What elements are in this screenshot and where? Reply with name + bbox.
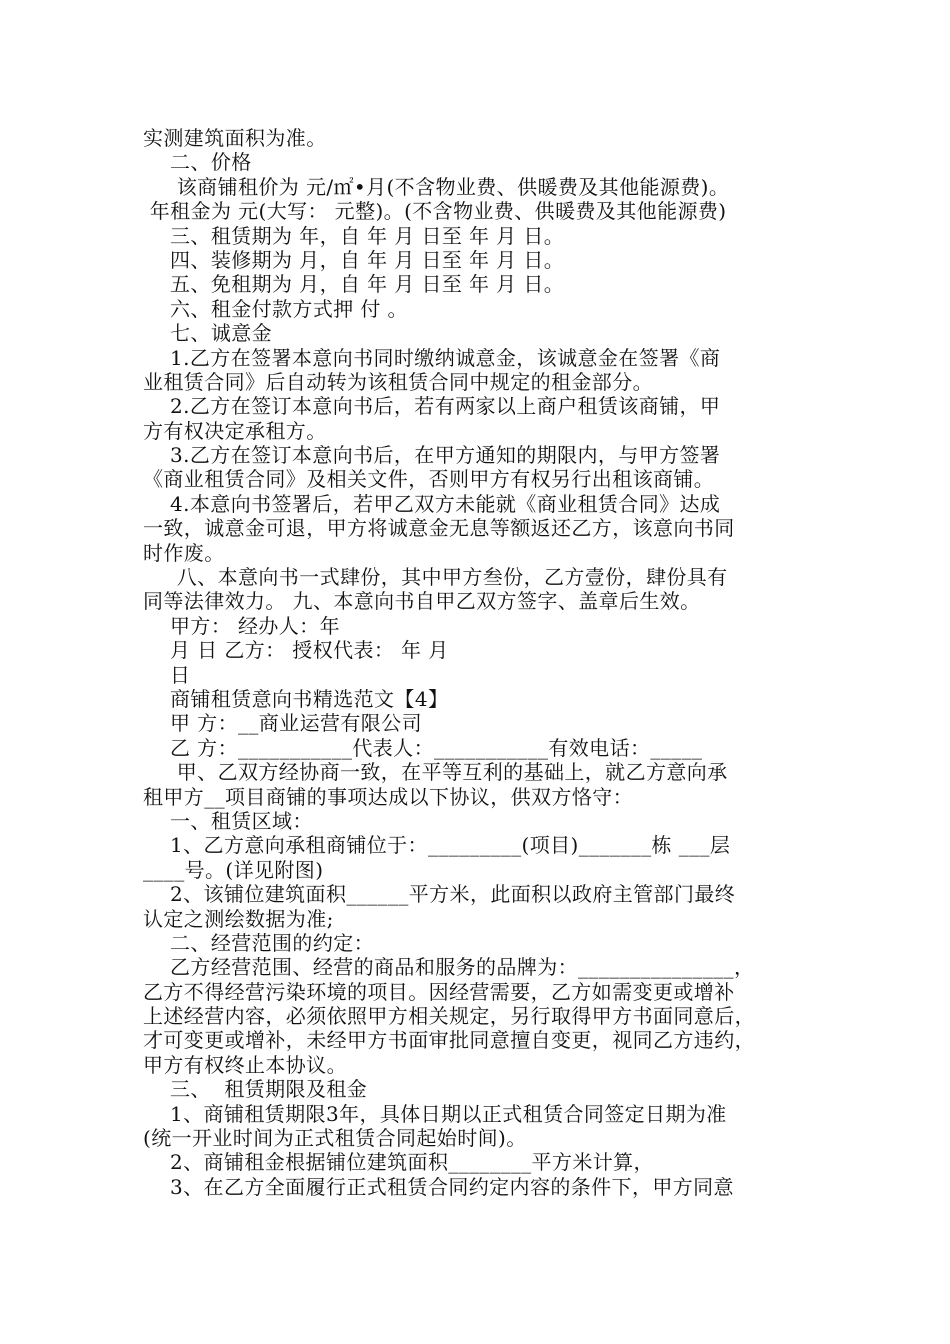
text-line: 乙方不得经营污染环境的项目。因经营需要，乙方如需变更或增补: [143, 979, 735, 1004]
text-line: 方有权决定承租方。: [143, 418, 327, 443]
section-heading: 三、 租赁期限及租金: [143, 1077, 368, 1102]
text-line: 实测建筑面积为准。: [143, 126, 327, 150]
text-line: 3、在乙方全面履行正式租赁合同约定内容的条件下，甲方同意: [143, 1174, 734, 1199]
party-a-line: 甲 方：__商业运营有限公司: [143, 711, 422, 736]
text-line: 甲方有权终止本协议。: [143, 1052, 347, 1077]
section-heading: 一、租赁区域：: [143, 808, 313, 833]
section-heading: 二、经营范围的约定：: [143, 930, 375, 955]
text-line: 三、租赁期为 年，自 年 月 日至 年 月 日。: [143, 223, 565, 248]
text-line: 2、商铺租金根据铺位建筑面积________平方米计算，: [143, 1150, 654, 1175]
text-line: 六、租金付款方式押 付 。: [143, 296, 408, 321]
signature-line: 日: [143, 662, 191, 687]
text-line: (统一开业时间为正式租赁合同起始时间)。: [143, 1126, 527, 1151]
text-line: ____号。(详见附图): [143, 857, 324, 882]
signature-line: 月 日 乙方： 授权代表： 年 月: [143, 638, 449, 663]
section-heading: 七、诚意金: [143, 321, 273, 346]
text-line: 才可变更或增补，未经甲方书面审批同意擅自变更，视同乙方违约，: [143, 1028, 755, 1053]
text-line: 1、商铺租赁期限3年，具体日期以正式租赁合同签定日期为准: [143, 1101, 727, 1126]
text-line: 《商业租赁合同》及相关文件，否则甲方有权另行出租该商铺。: [143, 467, 715, 492]
text-line: 该商铺租价为 元/㎡•月(不含物业费、供暖费及其他能源费)。: [143, 174, 730, 199]
party-b-line: 乙 方：___________代表人：___________有效电话：_____: [143, 735, 703, 760]
text-line: 租甲方__项目商铺的事项达成以下协议，供双方恪守：: [143, 784, 633, 809]
text-line: 业租赁合同》后自动转为该租赁合同中规定的租金部分。: [143, 369, 653, 394]
text-line: 3.乙方在签订本意向书后，在甲方通知的期限内，与甲方签署: [143, 443, 721, 468]
text-line: 五、免租期为 月，自 年 月 日至 年 月 日。: [143, 272, 565, 297]
document-body: [143, 126, 815, 1199]
signature-line: 甲方： 经办人：年: [143, 613, 340, 638]
text-line: 2.乙方在签订本意向书后，若有两家以上商户租赁该商铺，甲: [143, 394, 721, 419]
text-line: 上述经营内容，必须依照甲方相关规定，另行取得甲方书面同意后，: [143, 1004, 755, 1029]
text-line: 一致，诚意金可退，甲方将诚意金无息等额返还乙方，该意向书同: [143, 516, 735, 541]
text-line: 甲、乙双方经协商一致，在平等互利的基础上，就乙方意向承: [143, 760, 728, 785]
text-line: 2、该铺位建筑面积______平方米，此面积以政府主管部门最终: [143, 882, 736, 907]
text-line: 乙方经营范围、经营的商品和服务的品牌为：_______________，: [143, 955, 755, 980]
text-line: 认定之测绘数据为准;: [143, 906, 334, 931]
text-line: 4.本意向书签署后，若甲乙双方未能就《商业租赁合同》达成: [143, 491, 721, 516]
text-line: 时作废。: [143, 540, 225, 565]
text-line: 八、本意向书一式肆份，其中甲方叁份，乙方壹份，肆份具有: [143, 565, 728, 590]
text-line: 四、装修期为 月，自 年 月 日至 年 月 日。: [143, 247, 565, 272]
text-line: 同等法律效力。 九、本意向书自甲乙双方签字、盖章后生效。: [143, 589, 701, 614]
text-line: 1、乙方意向承租商铺位于：_________(项目)_______栋 ___层: [143, 833, 731, 858]
text-line: 年租金为 元(大写： 元整)。(不含物业费、供暖费及其他能源费): [143, 199, 727, 224]
section-heading: 二、价格: [143, 150, 252, 175]
text-line: 1.乙方在签署本意向书同时缴纳诚意金，该诚意金在签署《商: [143, 345, 721, 370]
document-title: 商铺租赁意向书精选范文【4】: [143, 686, 449, 711]
